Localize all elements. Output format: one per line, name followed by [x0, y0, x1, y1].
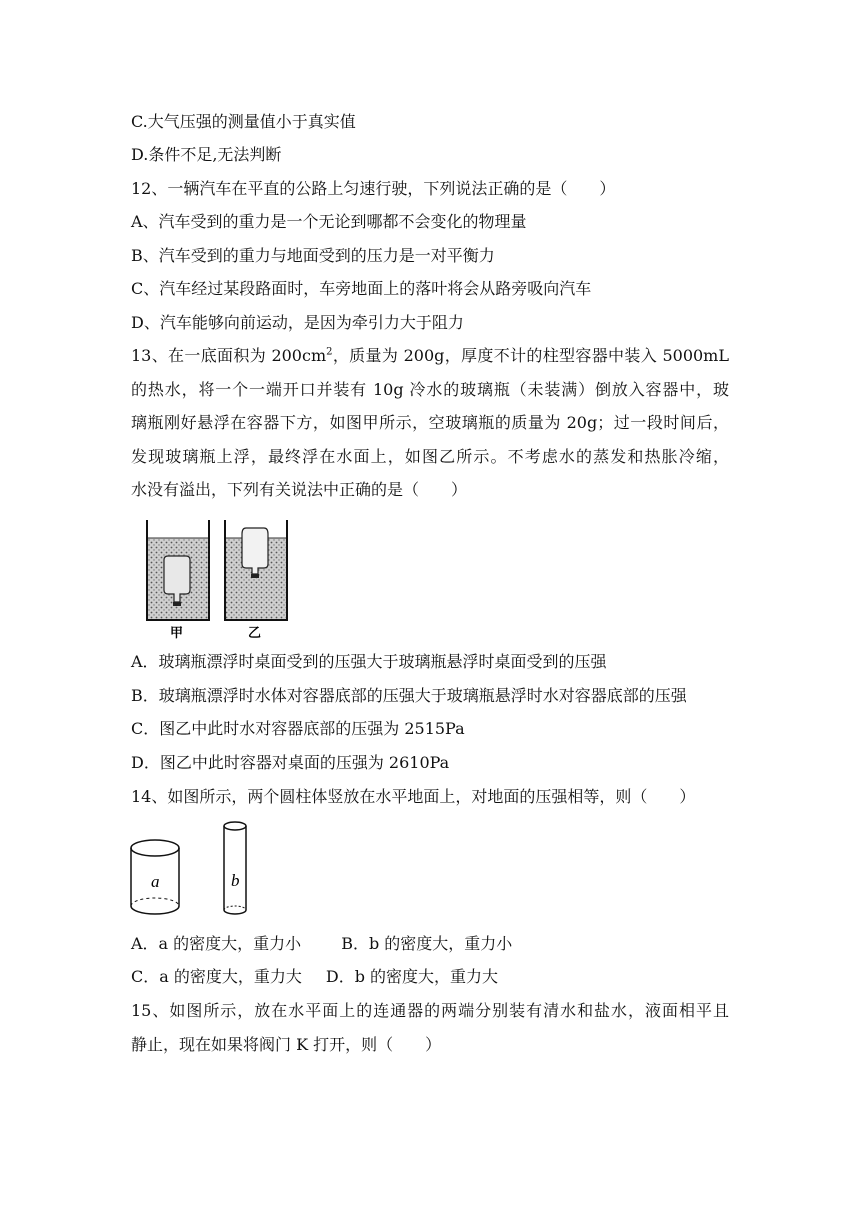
figure-label-jia: 甲 — [170, 626, 184, 641]
q14-option-d: D．b 的密度大，重力大 — [325, 967, 499, 986]
figure-label-yi: 乙 — [248, 626, 262, 641]
q14-option-c: C．a 的密度大，重力大 — [131, 967, 302, 986]
q13-figure — [140, 516, 300, 642]
q13-stem-line-1 — [131, 345, 729, 367]
cylinder-b-label: b — [231, 871, 240, 890]
q14-option-row-2 — [131, 966, 498, 988]
container-yi — [224, 520, 288, 620]
q14-option-a: A．a 的密度大，重力小 — [131, 934, 302, 953]
q13-stem-part: ，质量为 200g，厚度不计的柱型容器中装入 5000mL — [332, 346, 729, 365]
q14-figure — [128, 818, 258, 922]
q13-stem-line-2: 的热水，将一个一端开口并装有 10g 冷水的玻璃瓶（未装满）倒放入容器中，玻 — [131, 380, 729, 399]
q15-stem-line-1: 15、如图所示，放在水平面上的连通器的两端分别装有清水和盐水，液面相平且 — [131, 1001, 729, 1020]
q12-option-a: A、汽车受到的重力是一个无论到哪都不会变化的物理量 — [131, 212, 527, 231]
q13-stem-part: 13、在一底面积为 200cm — [131, 346, 327, 365]
superscript: 2 — [326, 346, 333, 358]
q14-stem: 14、如图所示，两个圆柱体竖放在水平地面上，对地面的压强相等，则（ ） — [131, 787, 696, 806]
q13-option-c: C．图乙中此时水对容器底部的压强为 2515Pa — [131, 719, 465, 738]
cylinder-a-label: a — [151, 872, 160, 891]
q13-stem-line-3: 璃瓶刚好悬浮在容器下方，如图甲所示，空玻璃瓶的质量为 20g；过一段时间后， — [131, 413, 729, 432]
q12-option-c: C、汽车经过某段路面时，车旁地面上的落叶将会从路旁吸向汽车 — [131, 279, 592, 298]
q13-option-d: D．图乙中此时容器对桌面的压强为 2610Pa — [131, 753, 450, 772]
q13-option-a: A．玻璃瓶漂浮时桌面受到的压强大于玻璃瓶悬浮时桌面受到的压强 — [131, 652, 607, 671]
q13-option-b: B．玻璃瓶漂浮时水体对容器底部的压强大于玻璃瓶悬浮时水对容器底部的压强 — [131, 686, 687, 705]
q15-stem-line-2: 静止，现在如果将阀门 K 打开，则（ ） — [131, 1035, 442, 1054]
container-jia — [146, 520, 210, 620]
q12-stem: 12、一辆汽车在平直的公路上匀速行驶，下列说法正确的是（ ） — [131, 179, 616, 198]
q11-option-d: D.条件不足,无法判断 — [131, 145, 282, 164]
q14-option-row-1 — [131, 933, 512, 955]
q13-stem-line-4: 发现玻璃瓶上浮，最终浮在水面上，如图乙所示。不考虑水的蒸发和热胀冷缩， — [131, 447, 729, 466]
q11-option-c: C.大气压强的测量值小于真实值 — [131, 112, 356, 131]
q13-stem-line-5: 水没有溢出，下列有关说法中正确的是（ ） — [131, 480, 468, 499]
cylinder-b — [224, 822, 246, 914]
q12-option-b: B、汽车受到的重力与地面受到的压力是一对平衡力 — [131, 246, 495, 265]
q12-option-d: D、汽车能够向前运动，是因为牵引力大于阻力 — [131, 313, 464, 332]
q14-option-b: B．b 的密度大，重力小 — [341, 934, 513, 953]
